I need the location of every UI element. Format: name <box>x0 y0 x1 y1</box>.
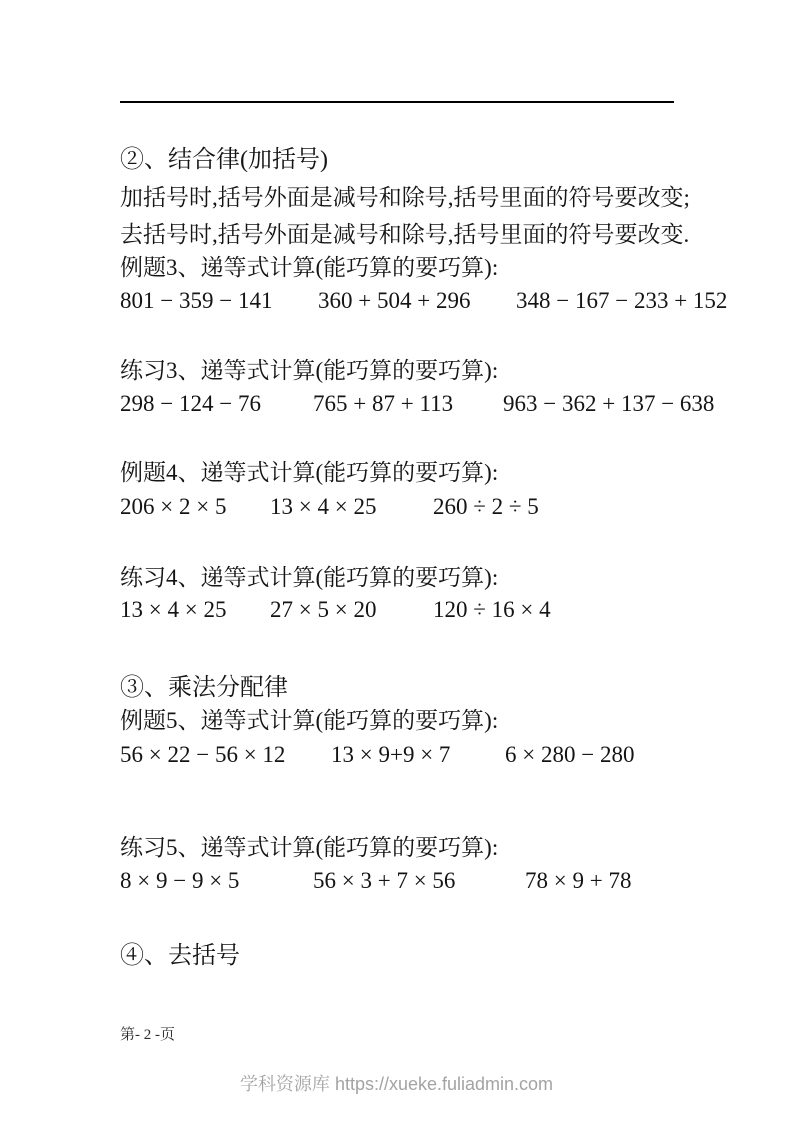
practice3-expressions-row <box>120 391 714 417</box>
math-expression: 56 × 22 − 56 × 12 <box>120 742 286 767</box>
example3-title: 例题3、递等式计算(能巧算的要巧算): <box>120 255 499 280</box>
section-heading-associative-law: ②、结合律(加括号) <box>120 147 328 173</box>
math-expression: 963 − 362 + 137 − 638 <box>503 391 715 416</box>
math-expression: 348 − 167 − 233 + 152 <box>516 288 728 313</box>
math-expression: 13 × 4 × 25 <box>270 494 377 519</box>
math-expression: 8 × 9 − 9 × 5 <box>120 868 240 893</box>
section-heading-remove-brackets: ④、去括号 <box>120 943 240 969</box>
example4-expressions-row <box>120 494 539 520</box>
watermark-text: 学科资源库 https://xueke.fuliadmin.com <box>239 1074 554 1094</box>
math-expression: 120 ÷ 16 × 4 <box>433 597 551 622</box>
math-expression: 27 × 5 × 20 <box>270 597 377 622</box>
practice3-title: 练习3、递等式计算(能巧算的要巧算): <box>120 358 499 383</box>
page-number: 第- 2 -页 <box>120 1027 175 1043</box>
example5-expressions-row <box>120 742 634 768</box>
math-expression: 13 × 9+9 × 7 <box>331 742 451 767</box>
example3-expressions-row <box>120 288 727 314</box>
practice4-expressions-row <box>120 597 551 623</box>
math-expression: 206 × 2 × 5 <box>120 494 227 519</box>
math-expression: 56 × 3 + 7 × 56 <box>313 868 456 893</box>
example4-title: 例题4、递等式计算(能巧算的要巧算): <box>120 460 499 485</box>
math-expression: 765 + 87 + 113 <box>313 391 454 416</box>
math-expression: 6 × 280 − 280 <box>505 742 635 767</box>
header-divider-line <box>120 101 674 103</box>
math-expression: 801 − 359 − 141 <box>120 288 273 313</box>
rule-text-add-brackets: 加括号时,括号外面是减号和除号,括号里面的符号要改变; <box>120 185 690 210</box>
practice5-title: 练习5、递等式计算(能巧算的要巧算): <box>120 835 499 860</box>
example5-title: 例题5、递等式计算(能巧算的要巧算): <box>120 708 499 733</box>
practice4-title: 练习4、递等式计算(能巧算的要巧算): <box>120 565 499 590</box>
math-expression: 78 × 9 + 78 <box>525 868 632 893</box>
math-expression: 298 − 124 − 76 <box>120 391 261 416</box>
math-expression: 360 + 504 + 296 <box>318 288 471 313</box>
practice5-expressions-row <box>120 868 631 894</box>
math-expression: 260 ÷ 2 ÷ 5 <box>433 494 539 519</box>
math-expression: 13 × 4 × 25 <box>120 597 227 622</box>
rule-text-remove-brackets: 去括号时,括号外面是减号和除号,括号里面的符号要改变. <box>120 222 690 247</box>
section-heading-distributive-law: ③、乘法分配律 <box>120 675 288 701</box>
